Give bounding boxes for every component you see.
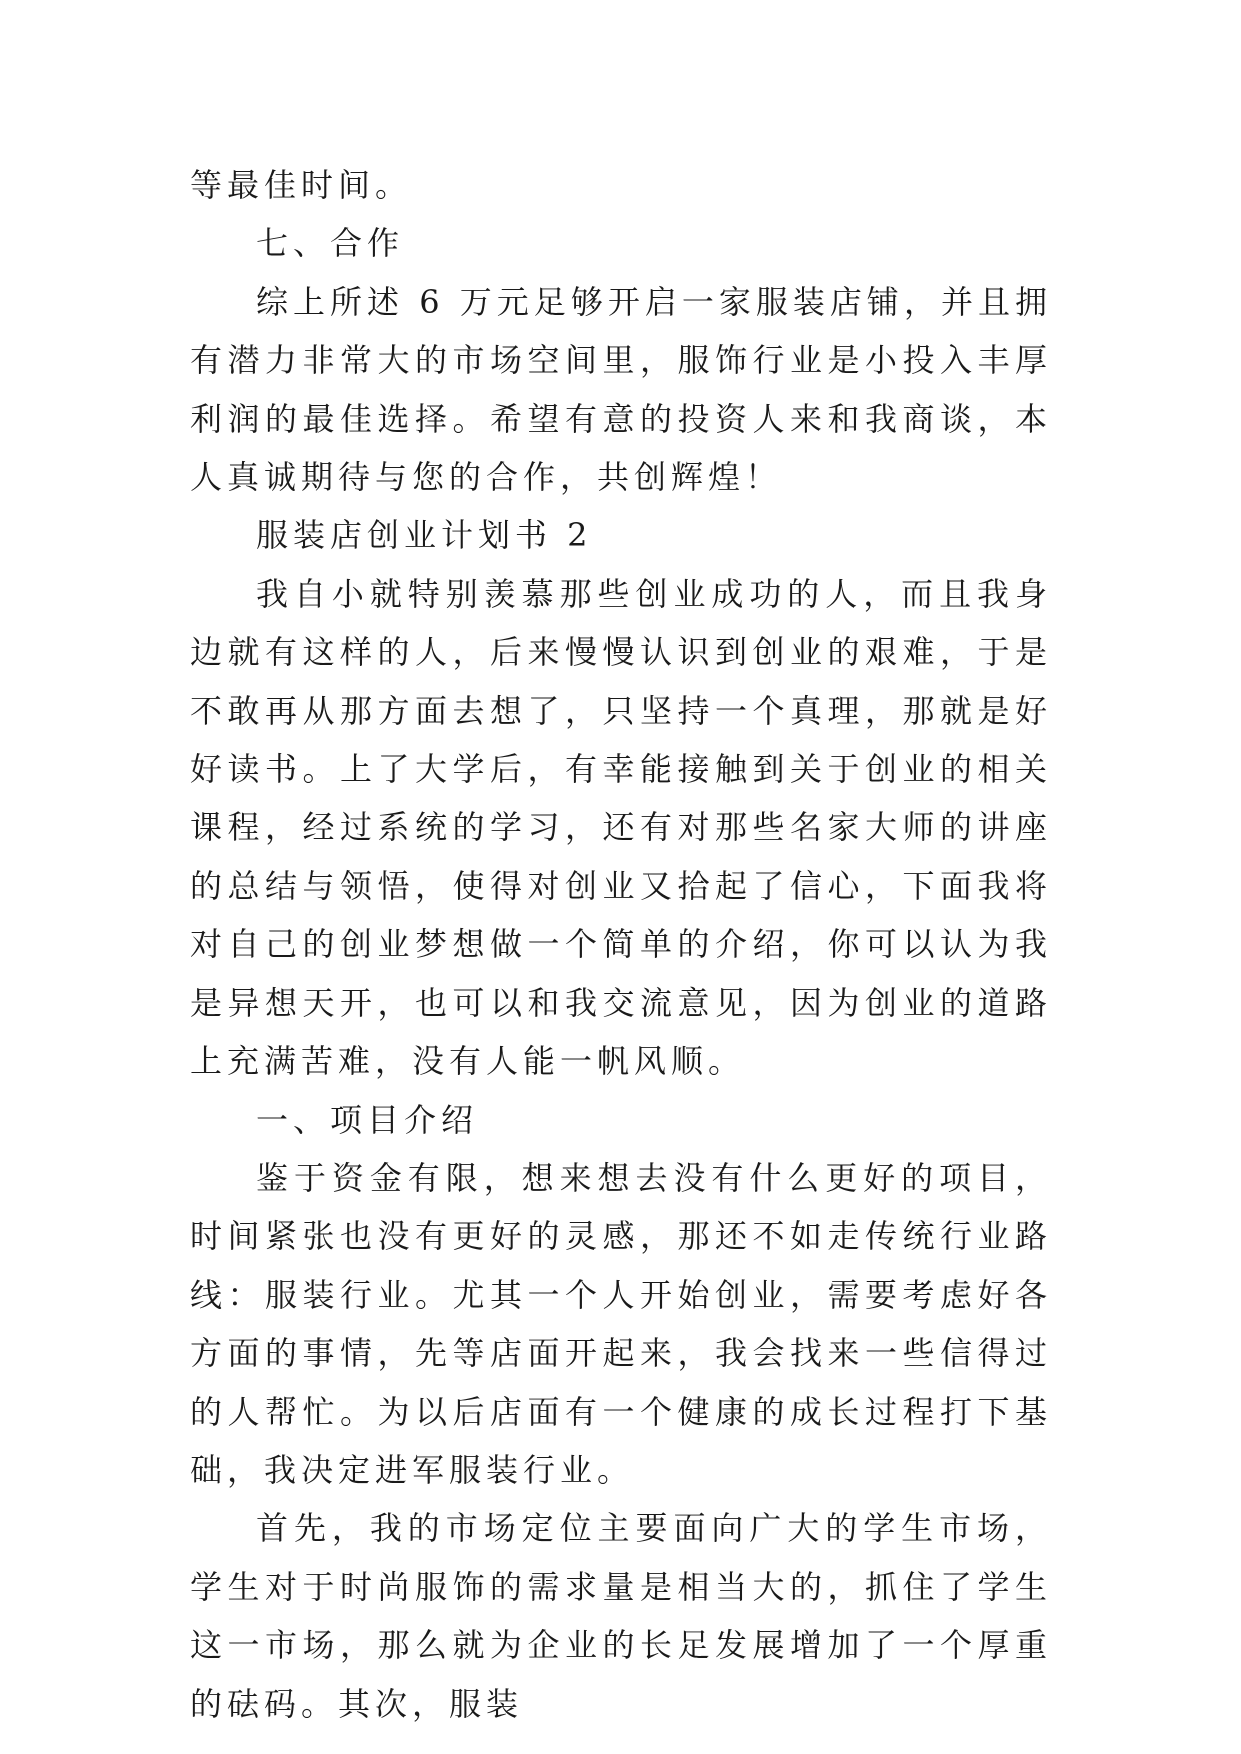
document-body <box>190 156 1052 1733</box>
document-title-plan-2: 服装店创业计划书 2 <box>256 516 593 555</box>
paragraph-market-positioning: 首先，我的市场定位主要面向广大的学生市场，学生对于时尚服饰的需求量是相当大的，抓住了学生这一市场，那么就为企业的长足发展增加了一个厚重的砝码。其次，服装 <box>190 1509 1052 1723</box>
section-heading-project-intro: 一、项目介绍 <box>256 1100 479 1139</box>
paragraph-introduction: 我自小就特别羡慕那些创业成功的人，而且我身边就有这样的人，后来慢慢认识到创业的艰难，于是不敢再从那方面去想了，只坚持一个真理，那就是好好读书。上了大学后，有幸能接触到关于创业的相关课程，经过系统的学习，还有对那些名家大师的讲座的总结与领悟，使得对创业又拾起了信心，下面我将对自己的创业梦想做一个简单的介绍，你可以认为我是异想天开，也可以和我交流意见，因为创业的道路上充满苦难，没有人能一帆风顺。 <box>190 574 1052 1081</box>
paragraph-continuation: 等最佳时间。 <box>190 166 413 204</box>
paragraph-summary: 综上所述 6 万元足够开启一家服装店铺，并且拥有潜力非常大的市场空间里，服饰行业是小投入丰厚利润的最佳选择。希望有意的投资人来和我商谈，本人真诚期待与您的合作，共创辉煌！ <box>190 282 1052 497</box>
paragraph-project-choice: 鉴于资金有限，想来想去没有什么更好的项目，时间紧张也没有更好的灵感，那还不如走传统行业路线：服装行业。尤其一个人开始创业，需要考虑好各方面的事情，先等店面开起来，我会找来一些信得过的人帮忙。为以后店面有一个健康的成长过程打下基础，我决定进军服装行业。 <box>190 1158 1052 1489</box>
section-heading-cooperation: 七、合作 <box>256 224 405 263</box>
